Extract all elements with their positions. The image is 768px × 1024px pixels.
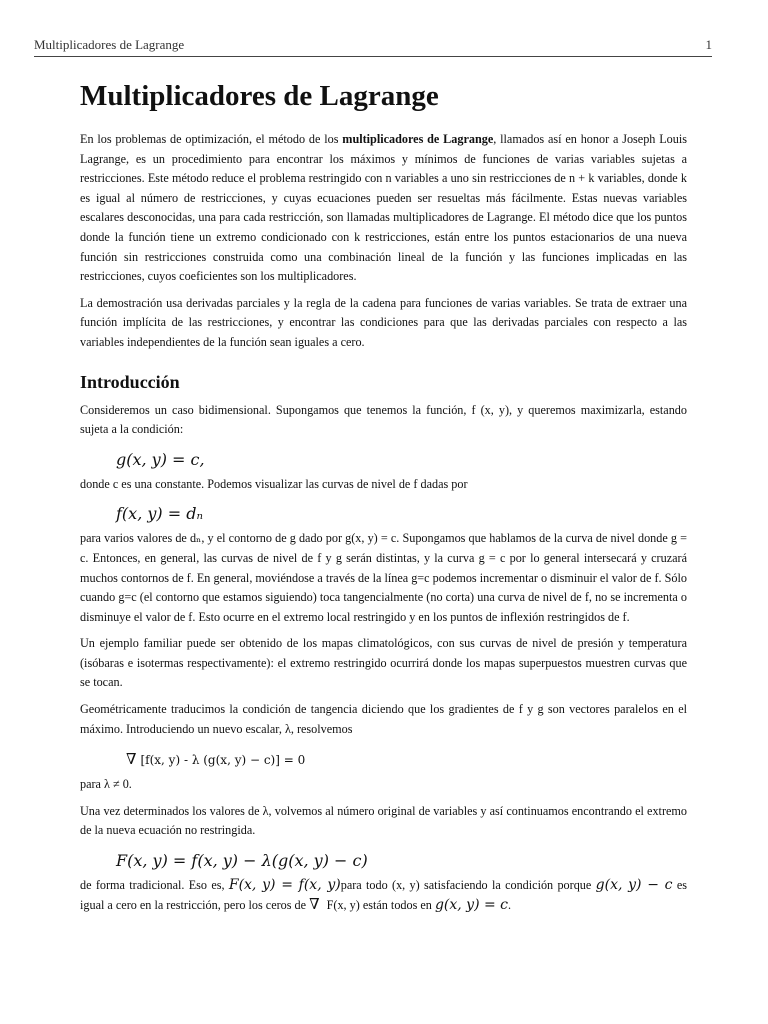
section-paragraph-8 xyxy=(80,876,687,915)
equation-constraint: g(x, y) = c, xyxy=(116,449,205,469)
article-body xyxy=(80,78,687,922)
intro-text-a: En los problemas de optimización, el método de los xyxy=(80,132,343,146)
para8-text-e: . xyxy=(508,897,512,912)
section-paragraph-3: para varios valores de dₙ, y el contorno de g dado por g(x, y) = c. Supongamos que hablamos de la curva de nivel donde g = c. Entonces, en general, las curvas de nivel de f y g serán distintas, y la curva g = c por lo general intersecará y cruzará muchos contornos de f. En general, moviéndose a través de la línea g=c podemos incrementar o disminuir el valor de f. Sólo cuando g=c (el contorno que estamos siguiendo) toca tangencialmente (no corta) una curva de nivel de f, no se incrementa o disminuye el valor de f. Esto ocurre en el extremo local restringido y en los puntos de inflexión restringidos de f. xyxy=(80,531,687,624)
intro-paragraph-1 xyxy=(80,130,687,287)
section-paragraph-7: Una vez determinados los valores de λ, volvemos al número original de variables y así continuamos encontrando el extremo de la nueva ecuación no restringida. xyxy=(80,803,687,838)
equation-gradient xyxy=(126,746,687,773)
para8-text-a: de forma tradicional. Eso es, xyxy=(80,878,229,893)
page-number: 1 xyxy=(705,37,712,52)
section-paragraph-6: para λ ≠ 0. xyxy=(80,777,132,792)
section-heading: Introducción xyxy=(80,371,180,392)
inline-math-g-equals-c: g(x, y) = c xyxy=(434,896,509,913)
para8-text-b: para todo (x, y) satisfaciendo la condición porque xyxy=(340,878,596,893)
intro-text-b: , llamados así en honor a Joseph Louis Lagrange, es un procedimiento para encontrar los máximos y mínimos de funciones de varias variables sujetas a restricciones. Este método reduce el problema restringido con n variables a uno sin restricciones de n + k variables, donde k es igual al número de restricciones, y cuyas ecuaciones pueden ser resueltas más fácilmente. Estas nuevas variables escalares desconocidas, una para cada restricción, son llamadas multiplicadores de Lagrange. El método dice que los puntos donde la función tiene un extremo condicionado con k restricciones, están entre los puntos estacionarios de una nueva función sin restricciones construida como una combinación lineal de la función y las funciones implicadas en las restricciones, cuyos coeficientes son los multiplicadores. xyxy=(80,132,687,284)
section-paragraph-2: donde c es una constante. Podemos visualizar las curvas de nivel de f dadas por xyxy=(80,476,468,491)
article-title: Multiplicadores de Lagrange xyxy=(80,80,439,112)
equation-level-curves: f(x, y) = dₙ xyxy=(116,504,203,524)
para8-text-d: F(x, y) están todos en xyxy=(323,897,435,912)
intro-bold-term: multiplicadores de Lagrange xyxy=(342,132,494,146)
equation-lagrangian: F(x, y) = f(x, y) − λ(g(x, y) − c) xyxy=(116,851,368,871)
running-title: Multiplicadores de Lagrange xyxy=(34,37,185,52)
nabla-icon: ∇ xyxy=(126,750,137,769)
intro-paragraph-2: La demostración usa derivadas parciales y la regla de la cadena para funciones de varias variables. Se trata de extraer una función implícita de las restricciones, y encontrar las condiciones para que las derivadas parciales con respecto a las variables independientes de la función sean iguales a cero. xyxy=(80,295,687,349)
running-header xyxy=(34,37,712,57)
section-paragraph-4: Un ejemplo familiar puede ser obtenido de los mapas climatológicos, con sus curvas de nivel de presión y temperatura (isóbaras e isotermas respectivamente): el extremo restringido ocurrirá donde los mapas superpuestos muestren curvas que se tocan. xyxy=(80,636,687,690)
section-paragraph-5: Geométricamente traducimos la condición de tangencia diciendo que los gradientes de f y g son vectores paralelos en el máximo. Introduciendo un nuevo escalar, λ, resolvemos xyxy=(80,702,687,736)
inline-math-F: F(x, y) = f(x, y) xyxy=(228,877,341,894)
para8-text-c: es igual a cero en la restricción, pero los ceros de xyxy=(80,878,688,912)
inline-math-g-minus-c: g(x, y) − c xyxy=(595,877,673,894)
equation-gradient-body: [f(x, y) - λ (g(x, y) − c)] = 0 xyxy=(140,753,306,768)
section-paragraph-1: Consideremos un caso bidimensional. Supongamos que tenemos la función, f (x, y), y queremos maximizarla, estando sujeta a la condición: xyxy=(80,402,687,437)
nabla-icon-inline: ∇ xyxy=(309,896,320,913)
